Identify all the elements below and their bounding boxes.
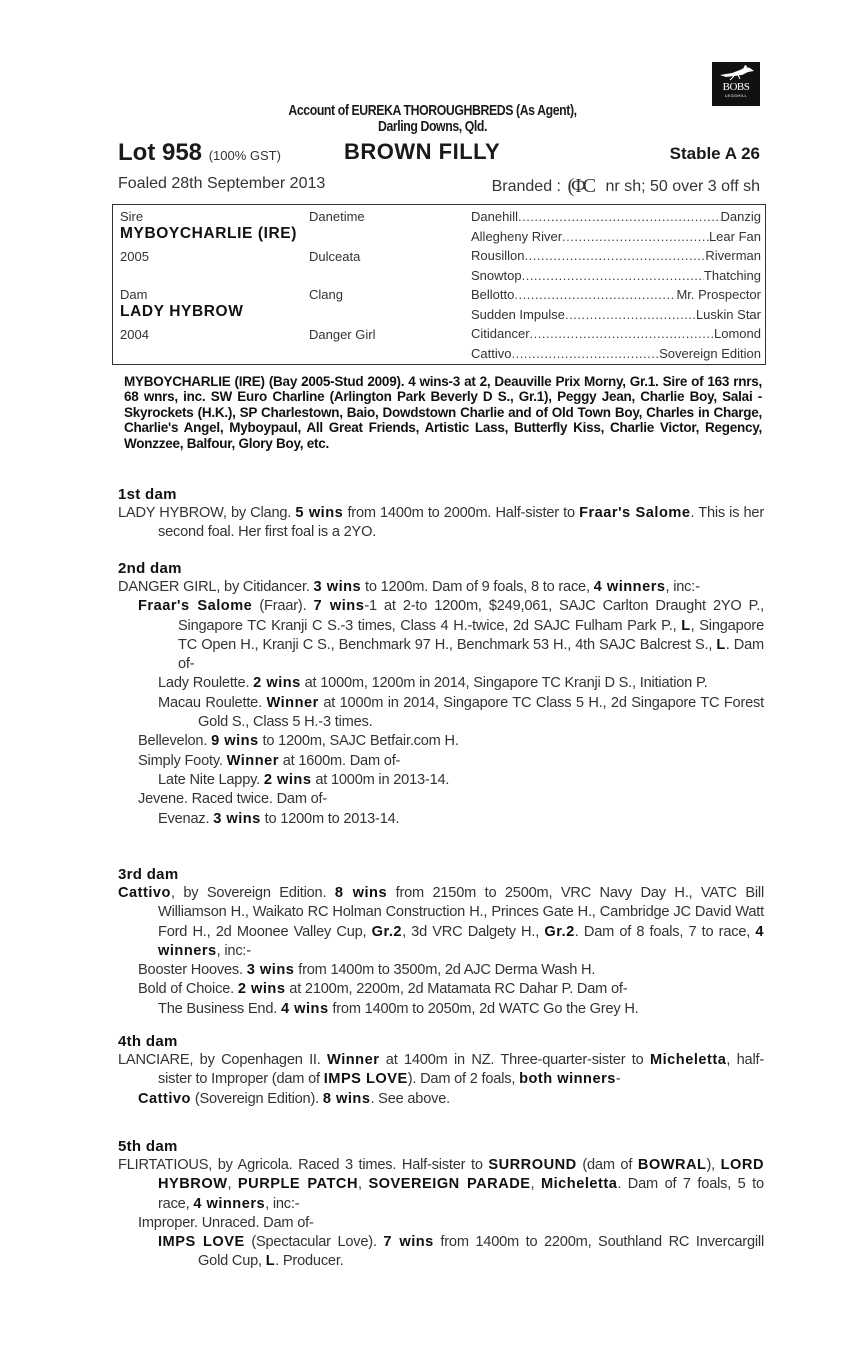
progeny-entry: Bellevelon. 9 wins to 1200m, SAJC Betfair.com H. <box>138 733 459 750</box>
progeny-entry: Bold of Choice. 2 wins at 2100m, 2200m, 2d Matamata RC Dahar P. Dam of- <box>138 981 628 998</box>
grandparent-row: Snowtop ..... Thatching <box>471 268 761 283</box>
progeny-entry: Cattivo (Sovereign Edition). 8 wins. See above. <box>138 1090 451 1107</box>
lot-description: BROWN FILLY <box>344 139 501 164</box>
fourth-dam-section <box>118 1033 764 1109</box>
first-dam-section <box>118 486 764 543</box>
progeny-entry: Evenaz. 3 wins to 1200m to 2013-14. <box>158 810 400 827</box>
progeny-entry: Fraar's Salome (Fraar). 7 wins-1 at 2-to 1200m, $249,061, SAJC Carlton Draught 2YO P., Singapore TC Kranji C S.-3 times, Class 4 H.-twice, 2d SAJC Fulham Park P., L, Singapore TC Open H., Kranji C S., Benchmark 97 H., Benchmark 53 H., 4th SAJC Balcrest S., L. Dam of- <box>138 598 765 673</box>
dam-paragraph: LANCIARE, by Copenhagen II. Winner at 1400m in NZ. Three-quarter-sister to Micheletta, half-sister to Improper (dam of IMPS LOVE). Dam of 2 foals, both winners- <box>118 1052 764 1088</box>
fifth-dam-section <box>118 1138 764 1272</box>
progeny-entry: Simply Footy. Winner at 1600m. Dam of- <box>138 752 401 769</box>
grandparent-row: Citidancer ..... Lomond <box>471 326 761 341</box>
vendor-line-2: Darling Downs, Qld. <box>377 118 488 135</box>
progeny-entry: Booster Hooves. 3 wins from 1400m to 3500m, 2d AJC Derma Wash H. <box>138 962 596 979</box>
foaled-date: Foaled 28th September 2013 <box>118 175 326 192</box>
grandparent-row: Rousillon ..... Riverman <box>471 248 761 263</box>
lot-number: Lot 958 (100% GST) <box>118 139 281 166</box>
dam-paragraph: Cattivo, by Sovereign Edition. 8 wins from 2150m to 2500m, VRC Navy Day H., VATC Bill Williamson H., Waikato RC Holman Construction H., Princes Gate H., Cambridge JC David Watt Ford H., 2d Moonee Valley Cup, Gr.2, 3d VRC Dalgety H., Gr.2. Dam of 8 foals, 7 to race, 4 winners, inc:- <box>118 885 765 959</box>
sire-name: MYBOYCHARLIE (IRE) <box>120 225 297 242</box>
dam-sire: Clang <box>309 287 343 302</box>
progeny-entry: Improper. Unraced. Dam of- <box>138 1214 314 1231</box>
stable-location: Stable A 26 <box>669 144 760 163</box>
grandparent-row: Allegheny River ..... Lear Fan <box>471 229 761 244</box>
third-dam-section <box>118 866 764 1019</box>
grandparent-row: Danehill ..... Danzig <box>471 209 761 224</box>
lot-header <box>118 139 768 167</box>
progeny-entry: Lady Roulette. 2 wins at 1000m, 1200m in 2014, Singapore TC Kranji D S., Initiation P. <box>158 675 708 692</box>
sire-dam: Dulceata <box>309 249 361 264</box>
section-heading: 1st dam <box>118 486 177 503</box>
progeny-entry: Jevene. Raced twice. Dam of- <box>138 791 328 808</box>
horse-racing-icon <box>712 62 760 82</box>
dam-year: 2004 <box>120 327 149 342</box>
grandparent-row: Bellotto ..... Mr. Prospector <box>471 287 761 302</box>
brand-mark-icon: (ΦC <box>567 175 594 197</box>
progeny-entry: The Business End. 4 wins from 1400m to 2050m, 2d WATC Go the Grey H. <box>158 1000 639 1017</box>
bobs-logo: BOBS LEGGHILL <box>712 62 760 106</box>
progeny-entry: Late Nite Lappy. 2 wins at 1000m in 2013-14. <box>158 771 450 788</box>
dam-label: Dam <box>120 287 148 302</box>
sire-summary: MYBOYCHARLIE (IRE) (Bay 2005-Stud 2009). 4 wins-3 at 2, Deauville Prix Morny, Gr.1. Sire of 163 rnrs, 68 wnrs, inc. SW Euro Charline (Arlington Park Beverly D S., Gr.1), Peggy Jean, Charlie Boy, Salai - Skyrockets (H.K.), SP Charlestown, Baio, Dowdstown Charlie and of Old Town Boy, Charles in Charge, Charlie's Angel, Myboypaul, All Great Friends, Artistic Lass, Butterfly Kiss, Charlie Victor, Regency, Wonzzee, Balfour, Glory Boy, etc. <box>124 374 762 451</box>
dam-paragraph: FLIRTATIOUS, by Agricola. Raced 3 times. Half-sister to SURROUND (dam of BOWRAL), LORD HYBROW, PURPLE PATCH, SOVEREIGN PARADE, Micheletta. Dam of 7 foals, 5 to race, 4 winners, inc:- <box>118 1157 764 1212</box>
vendor-line-1: Account of EUREKA THOROUGHBREDS (As Agent), <box>288 102 577 119</box>
dam-paragraph: DANGER GIRL, by Citidancer. 3 wins to 1200m. Dam of 9 foals, 8 to race, 4 winners, inc:- <box>118 579 700 595</box>
dam-name: LADY HYBROW <box>120 303 244 320</box>
sire-label: Sire <box>120 209 144 224</box>
dam-paragraph: LADY HYBROW, by Clang. 5 wins from 1400m to 2000m. Half-sister to Fraar's Salome. This is her second foal. Her first foal is a 2YO. <box>118 505 764 541</box>
gst-note: (100% GST) <box>208 148 281 163</box>
section-heading: 5th dam <box>118 1138 178 1155</box>
section-heading: 2nd dam <box>118 560 182 577</box>
sire-sire: Danetime <box>309 209 365 224</box>
progeny-entry: IMPS LOVE (Spectacular Love). 7 wins from 1400m to 2200m, Southland RC Invercargill Gold Cup, L. Producer. <box>158 1234 765 1270</box>
dam-dam: Danger Girl <box>309 327 376 342</box>
sire-year: 2005 <box>120 249 149 264</box>
branded-info: Branded : (ΦC nr sh; 50 over 3 off sh <box>491 175 760 197</box>
grandparent-row: Cattivo ..... Sovereign Edition <box>471 346 761 361</box>
progeny-entry: Macau Roulette. Winner at 1000m in 2014, Singapore TC Class 5 H., 2d Singapore TC Forest Gold S., Class 5 H.-3 times. <box>158 694 764 731</box>
grandparent-row: Sudden Impulse ..... Luskin Star <box>471 307 761 322</box>
section-heading: 4th dam <box>118 1033 178 1050</box>
pedigree-table <box>112 204 766 365</box>
section-heading: 3rd dam <box>118 866 179 883</box>
second-dam-section <box>118 560 764 829</box>
